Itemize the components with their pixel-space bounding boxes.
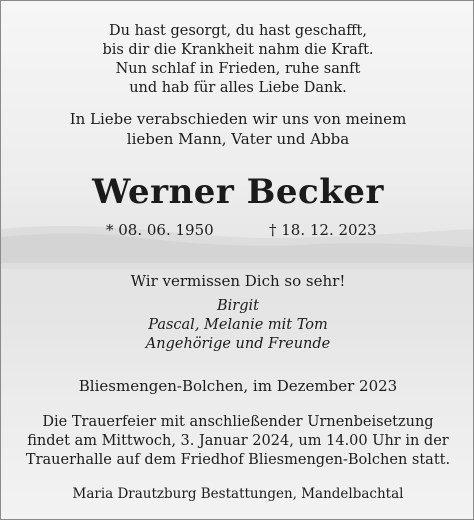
poem	[1, 22, 474, 98]
family-line: Angehörige und Freunde	[145, 336, 331, 352]
undertaker-line: Maria Drautzburg Bestattungen, Mandelbachtal	[72, 486, 404, 502]
undertaker	[1, 485, 474, 503]
poem-line: Du hast gesorgt, du hast geschafft,	[109, 23, 367, 39]
intro-text	[1, 109, 474, 149]
poem-line: Nun schlaf in Frieden, ruhe sanft	[115, 61, 361, 77]
death-date: † 18. 12. 2023	[269, 221, 377, 239]
intro-line: lieben Mann, Vater und Abba	[126, 130, 350, 148]
place-date	[1, 376, 474, 396]
intro-line: In Liebe verabschieden wir uns von meinem	[69, 110, 407, 128]
poem-line: bis dir die Krankheit nahm die Kraft.	[102, 42, 374, 58]
missed-text	[1, 271, 474, 291]
family-line: Pascal, Melanie mit Tom	[148, 317, 328, 333]
family-names	[1, 297, 474, 354]
funeral-line: findet am Mittwoch, 3. Januar 2024, um 14.00 Uhr in der	[27, 433, 449, 449]
funeral-line: Die Trauerfeier mit anschließender Urnenbeisetzung	[42, 414, 434, 430]
funeral-line: Trauerhalle auf dem Friedhof Bliesmengen-Bolchen statt.	[25, 452, 451, 468]
funeral-info	[1, 413, 474, 470]
poem-line: und hab für alles Liebe Dank.	[129, 80, 347, 96]
missed-line: Wir vermissen Dich so sehr!	[130, 272, 346, 290]
family-line: Birgit	[217, 298, 259, 314]
place-date-line: Bliesmengen-Bolchen, im Dezember 2023	[78, 377, 398, 395]
deceased-name: Werner Becker	[92, 172, 384, 212]
birth-date: * 08. 06. 1950	[106, 221, 214, 239]
